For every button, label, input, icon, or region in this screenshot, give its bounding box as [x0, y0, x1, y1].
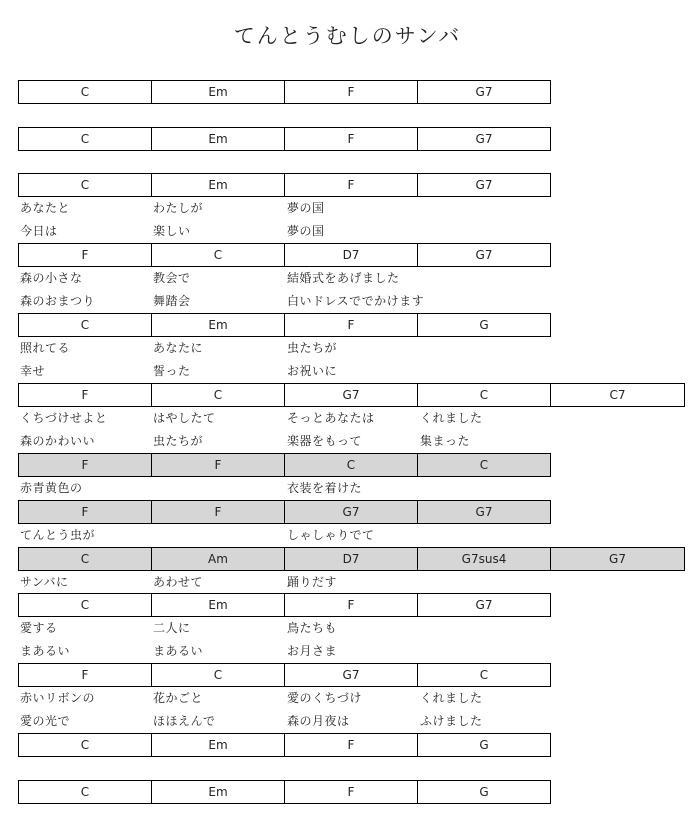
- song-title: てんとうむしのサンバ: [233, 24, 462, 48]
- chord-cell: C: [18, 593, 152, 617]
- chord-cell: G: [417, 780, 551, 804]
- lyric-text: わたしが: [153, 201, 204, 215]
- chord-cell: Em: [151, 127, 285, 151]
- chord-cell: G7: [550, 547, 685, 571]
- lyric-text: くれました: [420, 691, 483, 705]
- lyric-text: 踊りだす: [287, 575, 338, 589]
- lyric-text: 森の月夜は: [287, 714, 350, 728]
- lyric-text: 赤いリボンの: [20, 691, 96, 705]
- lyric-text: 楽器をもって: [287, 434, 363, 448]
- chord-cell: F: [151, 500, 285, 524]
- chord-cell: C: [284, 453, 418, 477]
- chord-cell: D7: [284, 243, 418, 267]
- chord-cell: Em: [151, 733, 285, 757]
- chord-cell: G7: [417, 127, 551, 151]
- chord-cell: G7: [417, 80, 551, 104]
- lyric-text: まあるい: [153, 644, 204, 658]
- chord-cell: G7: [284, 500, 418, 524]
- chord-cell: F: [18, 383, 152, 407]
- lyric-text: 今日は: [20, 224, 58, 238]
- chord-cell: C: [18, 547, 152, 571]
- chord-cell: F: [18, 663, 152, 687]
- chord-cell: F: [284, 780, 418, 804]
- lyric-text: 教会で: [153, 271, 191, 285]
- lyric-text: 二人に: [153, 621, 191, 635]
- lyric-text: 照れてる: [20, 341, 71, 355]
- chord-cell: F: [284, 313, 418, 337]
- lyric-text: 楽しい: [153, 224, 191, 238]
- lyric-text: 鳥たちも: [287, 621, 338, 635]
- lyric-text: 夢の国: [287, 201, 325, 215]
- chord-cell: Em: [151, 780, 285, 804]
- chord-cell: C: [151, 663, 285, 687]
- chord-cell: C: [18, 80, 152, 104]
- chord-cell: G7: [417, 500, 551, 524]
- lyric-text: 幸せ: [20, 364, 46, 378]
- lyric-text: 集まった: [420, 434, 471, 448]
- lyric-text: くれました: [420, 411, 483, 425]
- chord-cell: F: [18, 500, 152, 524]
- lyric-text: まあるい: [20, 644, 71, 658]
- chord-cell: F: [18, 453, 152, 477]
- lyric-text: 花かごと: [153, 691, 204, 705]
- lyric-text: お祝いに: [287, 364, 338, 378]
- chord-cell: C: [18, 173, 152, 197]
- lyric-text: 虫たちが: [153, 434, 204, 448]
- lyric-text: てんとう虫が: [20, 528, 96, 542]
- lyric-text: 夢の国: [287, 224, 325, 238]
- chord-cell: G7: [417, 243, 551, 267]
- chord-cell: Em: [151, 593, 285, 617]
- lyric-text: はやしたて: [153, 411, 216, 425]
- lyric-text: そっとあなたは: [287, 411, 375, 425]
- lyric-text: 結婚式をあげました: [287, 271, 400, 285]
- lyric-text: 森の小さな: [20, 271, 83, 285]
- lyric-text: お月さま: [287, 644, 338, 658]
- lyric-text: あなたと: [20, 201, 71, 215]
- lyric-text: 舞踏会: [153, 294, 191, 308]
- chord-cell: G7: [284, 383, 418, 407]
- chord-cell: G7sus4: [417, 547, 551, 571]
- chord-cell: C: [151, 243, 285, 267]
- chord-cell: C: [18, 733, 152, 757]
- chord-cell: G7: [417, 173, 551, 197]
- chord-cell: C7: [550, 383, 685, 407]
- lyric-text: 誓った: [153, 364, 191, 378]
- chord-cell: F: [284, 80, 418, 104]
- lyric-text: 愛する: [20, 621, 58, 635]
- lyric-text: 虫たちが: [287, 341, 338, 355]
- lyric-text: 赤青黄色の: [20, 481, 83, 495]
- chord-cell: Em: [151, 80, 285, 104]
- chord-cell: F: [284, 127, 418, 151]
- lyric-text: 愛のくちづけ: [287, 691, 362, 705]
- chord-cell: G: [417, 733, 551, 757]
- chord-cell: D7: [284, 547, 418, 571]
- chord-cell: F: [18, 243, 152, 267]
- lyric-text: 森のかわいい: [20, 434, 96, 448]
- chord-cell: C: [417, 383, 551, 407]
- chord-cell: C: [18, 313, 152, 337]
- chord-cell: C: [18, 127, 152, 151]
- chord-cell: G7: [284, 663, 418, 687]
- lyric-text: ふけました: [420, 714, 483, 728]
- chord-cell: G: [417, 313, 551, 337]
- chord-cell: F: [284, 593, 418, 617]
- chord-cell: F: [284, 733, 418, 757]
- chord-cell: C: [417, 453, 551, 477]
- lyric-text: ほほえんで: [153, 714, 216, 728]
- lyric-text: 白いドレスででかけます: [287, 294, 425, 308]
- chord-cell: Em: [151, 173, 285, 197]
- lyric-text: しゃしゃりでて: [287, 528, 375, 542]
- lyric-text: サンバに: [20, 575, 69, 589]
- lyric-text: くちづけせよと: [20, 411, 108, 425]
- chord-cell: C: [151, 383, 285, 407]
- lyric-text: 衣装を着けた: [287, 481, 363, 495]
- lyric-text: 森のおまつり: [20, 294, 96, 308]
- chord-cell: C: [417, 663, 551, 687]
- lyric-text: あなたに: [153, 341, 204, 355]
- lyric-text: あわせて: [153, 575, 204, 589]
- chord-cell: G7: [417, 593, 551, 617]
- chord-cell: F: [151, 453, 285, 477]
- chord-cell: F: [284, 173, 418, 197]
- lyric-text: 愛の光で: [20, 714, 71, 728]
- chord-cell: Am: [151, 547, 285, 571]
- chord-cell: C: [18, 780, 152, 804]
- chord-cell: Em: [151, 313, 285, 337]
